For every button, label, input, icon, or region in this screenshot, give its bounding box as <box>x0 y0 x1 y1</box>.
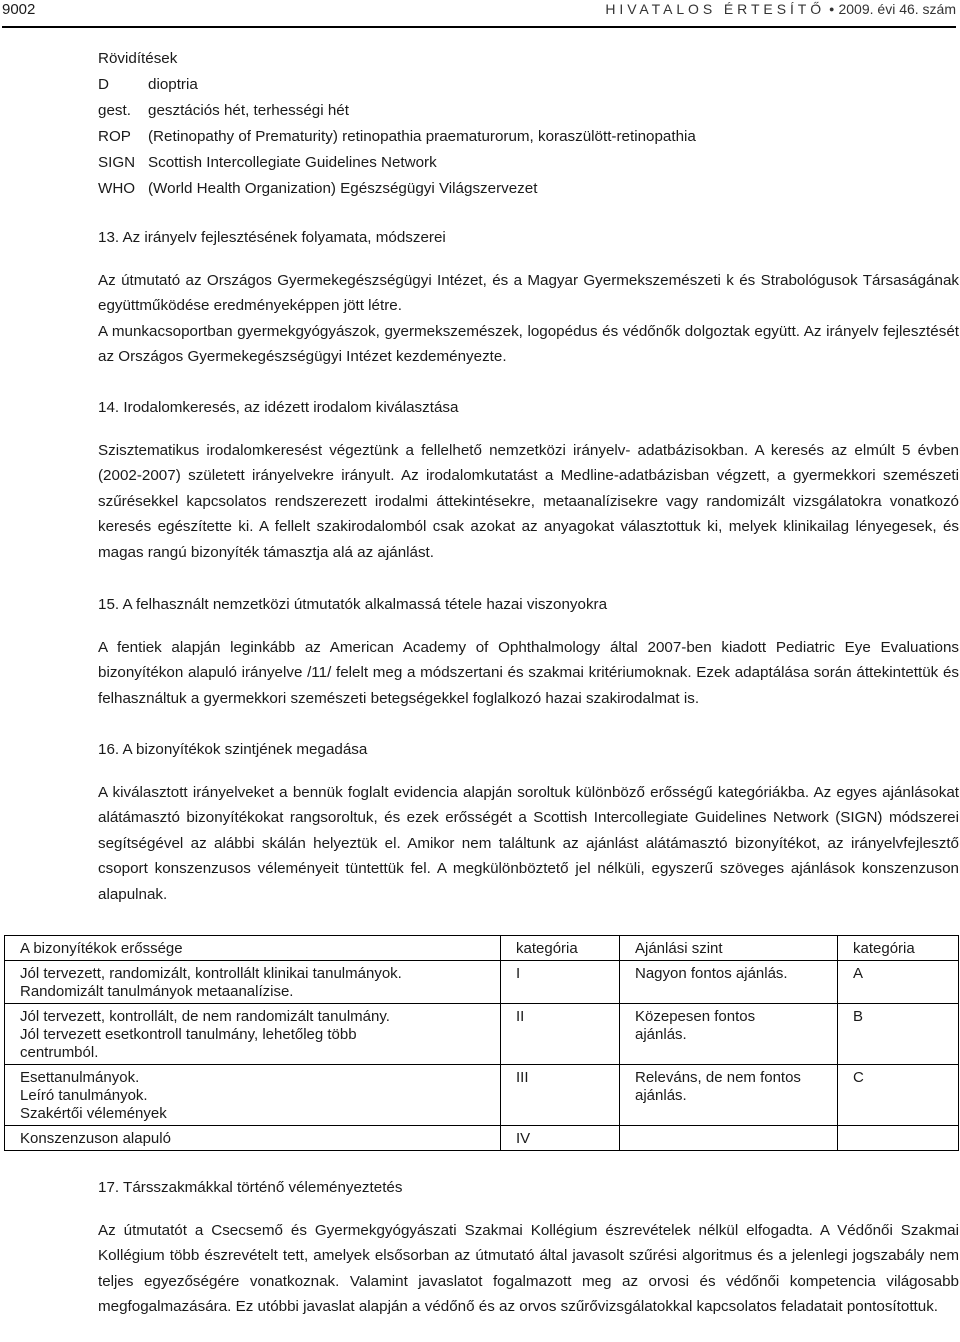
evidence-line: Jól tervezett esetkontroll tanulmány, lehetőleg több <box>20 1026 357 1043</box>
abbreviation-key: D <box>98 76 109 93</box>
evidence-line: Randomizált tanulmányok metaanalízise. <box>20 983 294 1000</box>
category-cell: II <box>501 1004 620 1065</box>
abbreviations-heading: Rövidítések <box>98 50 178 67</box>
section-15 <box>98 592 959 711</box>
recommendation-category-cell: A <box>838 961 959 1004</box>
table-header-cell: kategória <box>838 936 959 961</box>
abbreviation-value: dioptria <box>148 76 198 93</box>
abbreviation-value: Scottish Intercollegiate Guidelines Network <box>148 154 437 171</box>
recommendation-cell <box>620 1004 838 1065</box>
bullet-separator-icon: ● <box>829 4 835 14</box>
evidence-line: Jól tervezett, randomizált, kontrollált klinikai tanulmányok. <box>20 965 402 982</box>
table-row <box>5 961 959 1004</box>
evidence-line: Konszenzuson alapuló <box>20 1130 171 1147</box>
table-header-row <box>5 936 959 961</box>
category-cell: III <box>501 1065 620 1126</box>
abbreviation-row <box>98 176 696 202</box>
recommendation-cell <box>620 1126 838 1151</box>
abbreviation-row <box>98 72 696 98</box>
section-heading: 15. A felhasznált nemzetközi útmutatók alkalmassá tétele hazai viszonyokra <box>98 596 608 613</box>
table-header-cell: Ajánlási szint <box>620 936 838 961</box>
abbreviation-row <box>98 98 696 124</box>
category-cell: I <box>501 961 620 1004</box>
recommendation-category-cell: C <box>838 1065 959 1126</box>
evidence-line: centrumból. <box>20 1044 99 1061</box>
evidence-cell <box>5 1004 501 1065</box>
section-heading: 16. A bizonyítékok szintjének megadása <box>98 741 368 758</box>
table-row <box>5 1126 959 1151</box>
abbreviations-list <box>98 46 696 202</box>
abbreviation-value: gesztációs hét, terhességi hét <box>148 102 349 119</box>
abbreviation-key: WHO <box>98 180 136 197</box>
recommendation-category-cell: B <box>838 1004 959 1065</box>
section-13 <box>98 225 959 370</box>
evidence-line: Leíró tanulmányok. <box>20 1087 148 1104</box>
abbreviation-key: SIGN <box>98 154 136 171</box>
paragraph: A munkacsoportban gyermekgyógyászok, gyermekszemészek, logopédus és védőnők dolgoztak együtt. Az irányelv fejlesztését az Országos Gyermekegészségügyi Intézet kezdeményezte. <box>98 322 959 365</box>
section-heading: 13. Az irányelv fejlesztésének folyamata, módszerei <box>98 229 446 246</box>
paragraph: Az útmutatót a Csecsemő és Gyermekgyógyászati Szakmai Kollégium észrevételek nélkül elfogadta. A Védőnői Szakmai Kollégium több észrevételt tett, amelyek elsősorban az útmutató által javasolt szűrési algoritmus és a jelenlegi jogszabály nem teljes egyezőségére vonatkoznak. Valamint javaslatot fogalmazott meg az orvosi és védőnői kompetencia világosabb megfogalmazására. Ez utóbbi javaslat alapján a védőnő és az orvos szűrővizsgálatokkal kapcsolatos feladatait pontosítottuk. <box>98 1221 959 1315</box>
issue-label: 2009. évi 46. szám <box>838 1 956 17</box>
section-17 <box>98 1175 959 1320</box>
paragraph: A kiválasztott irányelveket a bennük foglalt evidencia alapján soroltuk különböző erősségű kategóriákba. Az egyes ajánlásokat alátámasztó bizonyítékokat rangsoroltuk, és ezek erősségét a Scottish Intercollegiate Guidelines Network (SIGN) módszerei segítségével az alábbi skálán helyeztük el. Amikor nem találtunk az ajánlást alátámasztó bizonyítékot, az irányelvfejlesztő csoport konszenzusos véleményeit tüntettük fel. A megkülönböztető jel nélküli, egyszerű szöveges ajánlások konszenzuson alapulnak. <box>98 783 959 903</box>
table-row <box>5 1004 959 1065</box>
abbreviation-row <box>98 150 696 176</box>
recommendation-line: ajánlás. <box>635 1026 687 1043</box>
section-16 <box>98 737 959 907</box>
abbreviation-key: gest. <box>98 102 131 119</box>
category-cell: IV <box>501 1126 620 1151</box>
section-heading: 14. Irodalomkeresés, az idézett irodalom kiválasztása <box>98 399 459 416</box>
abbreviation-value: (World Health Organization) Egészségügyi Világszervezet <box>148 180 538 197</box>
evidence-line: Szakértői vélemények <box>20 1105 167 1122</box>
evidence-cell <box>5 1126 501 1151</box>
recommendation-category-cell <box>838 1126 959 1151</box>
page-header <box>2 0 956 28</box>
section-14 <box>98 395 959 565</box>
paragraph: A fentiek alapján leginkább az American Academy of Ophthalmology által 2007-ben kiadott Pediatric Eye Evaluations bizonyítékon alapuló irányelve /11/ felelt meg a módszertani és szakmai kritériumoknak. Ezek adaptálása során áttekintettük és felhasználtuk a gyermekkori szemészeti betegségekkel foglalkozó hazai szakirodalmat is. <box>98 638 959 707</box>
recommendation-cell <box>620 1065 838 1126</box>
evidence-cell <box>5 961 501 1004</box>
table-header-cell: kategória <box>501 936 620 961</box>
publication-info <box>605 1 956 17</box>
evidence-table <box>4 935 959 1151</box>
recommendation-cell <box>620 961 838 1004</box>
recommendation-line: Közepesen fontos <box>635 1008 756 1025</box>
evidence-line: Jól tervezett, kontrollált, de nem randomizált tanulmány. <box>20 1008 390 1025</box>
paragraph: Az útmutató az Országos Gyermekegészségügyi Intézet, és a Magyar Gyermekszemészeti k és Strabológusok Társaságának együttműködése eredményeképpen jött létre. <box>98 271 959 314</box>
publication-title: HIVATALOS ÉRTESÍTŐ <box>605 1 826 17</box>
abbreviation-key: ROP <box>98 128 131 145</box>
recommendation-line: Releváns, de nem fontos <box>635 1069 801 1086</box>
page-number: 9002 <box>2 1 36 18</box>
evidence-cell <box>5 1065 501 1126</box>
abbreviation-value: (Retinopathy of Prematurity) retinopathia praematurorum, koraszülött-retinopathia <box>148 128 696 145</box>
abbreviation-row <box>98 124 696 150</box>
paragraph: Szisztematikus irodalomkeresést végeztünk a fellelhető nemzetközi irányelv- adatbázisokban. A keresés az elmúlt 5 évben (2002-2007) született irányelvekre irányult. Az irodalomkutatást a Medline-adatbázisban végzett, a gyermekkori szemészeti szűrésekkel kapcsolatos rendszerezett irodalmi áttekintésekre, metaanalízisekre vagy randomizált vizsgálatokra vonatkozó keresés egészítette ki. A fellelt szakirodalomból csak azokat az anyagokat választottuk ki, melyek klinikailag lényegesek, és magas rangú bizonyíték támasztja alá az ajánlást. <box>98 441 959 561</box>
section-heading: 17. Társszakmákkal történő véleményeztetés <box>98 1179 403 1196</box>
table-row <box>5 1065 959 1126</box>
table-header-cell: A bizonyítékok erőssége <box>5 936 501 961</box>
recommendation-line: Nagyon fontos ajánlás. <box>635 965 788 982</box>
recommendation-line: ajánlás. <box>635 1087 687 1104</box>
evidence-line: Esettanulmányok. <box>20 1069 140 1086</box>
